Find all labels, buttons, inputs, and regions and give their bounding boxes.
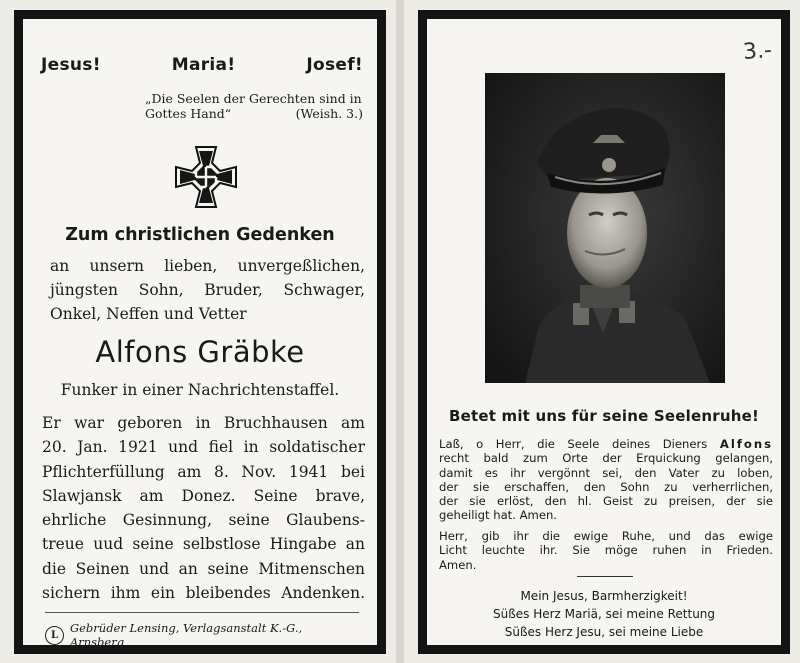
- prayer-name: Alfons: [719, 437, 773, 451]
- prayer-line-text: Laß, o Herr, die Seele deines Dieners: [439, 437, 720, 451]
- deceased-name: Alfons Gräbke: [95, 335, 305, 369]
- bio-line: Slawjansk am Donez. Seine brave,: [42, 486, 365, 505]
- bio-line: Pflichterfüllung am 8. Nov. 1941 bei: [42, 462, 365, 481]
- holy-names-header: [41, 55, 363, 75]
- blessing-line: Mein Jesus, Barmherzigkeit!: [520, 589, 688, 603]
- prayer-text: [439, 437, 773, 523]
- header-josef: Josef!: [306, 55, 363, 75]
- right-card-page: [404, 0, 800, 663]
- memorial-heading: Zum christlichen Gedenken: [65, 225, 335, 245]
- prayer2-line: Amen.: [439, 557, 477, 572]
- prayer-line: der sie erschaffen, den Sohn zu verherrlichen,: [439, 479, 773, 494]
- verse-line-2: [145, 106, 363, 121]
- verse-line-2-text: Gottes Hand“: [145, 106, 232, 121]
- bio-line: 20. Jan. 1921 und fiel in soldatischer: [42, 438, 365, 457]
- bio-line: Er war geboren in Bruchhausen am: [42, 414, 365, 432]
- deceased-rank: Funker in einer Nachrichtenstaffel.: [60, 381, 340, 399]
- soldier-portrait-photo: [485, 73, 725, 383]
- bio-line: die Seinen und an seine Mitmenschen: [42, 559, 365, 578]
- left-card-page: [0, 0, 396, 663]
- intro-line: jüngsten Sohn, Bruder, Schwager,: [50, 281, 365, 299]
- verse-line-1: „Die Seelen der Gerechten sind in: [145, 91, 362, 106]
- divider-line: [577, 576, 633, 577]
- prayer-line: geheiligt hat. Amen.: [439, 508, 557, 523]
- eternal-rest-prayer: [439, 529, 773, 572]
- publisher-imprint: [45, 612, 359, 649]
- prayer-line: der sie erlöst, den hl. Geist zu preisen, der sie: [439, 494, 773, 509]
- iron-cross-icon: [174, 145, 238, 209]
- biography-text: [42, 411, 365, 605]
- right-card-panel: [418, 10, 790, 654]
- prayer-line: [439, 437, 773, 451]
- publisher-text: Gebrüder Lensing, Verlagsanstalt K.-G., Arnsberg: [69, 621, 303, 649]
- verse-reference: (Weish. 3.): [295, 106, 363, 121]
- prayer-line: damit es ihr vergönnt sei, den Vater zu loben,: [439, 465, 773, 480]
- prayer2-line: Herr, gib ihr die ewige Ruhe, und das ewige: [439, 529, 773, 543]
- intro-line: an unsern lieben, unvergeßlichen,: [50, 257, 365, 275]
- bio-line: treue uud seine selbstlose Hingabe an: [42, 535, 365, 554]
- cross-year: 1939: [217, 194, 233, 201]
- scripture-verse: [145, 91, 363, 121]
- blessing-line: Süßes Herz Mariä, sei meine Rettung: [492, 607, 716, 621]
- prayer-line: recht bald zum Orte der Erquickung gelangen,: [439, 451, 773, 466]
- header-maria: Maria!: [171, 55, 236, 75]
- publisher-logo-icon: L: [45, 626, 64, 645]
- memorial-intro: [50, 254, 365, 326]
- bio-line: ehrliche Gesinnung, seine Glaubens-: [42, 511, 365, 530]
- blessings-list: [427, 587, 781, 641]
- left-card-panel: [14, 10, 386, 654]
- prayer2-line: Licht leuchte ihr. Sie möge ruhen in Frieden.: [439, 543, 773, 558]
- header-jesus: Jesus!: [41, 55, 101, 75]
- intro-line: Onkel, Neffen und Vetter: [50, 305, 247, 323]
- handwritten-page-number: 3.-: [742, 38, 773, 65]
- prayer-heading: Betet mit uns für seine Seelenruhe!: [448, 407, 760, 425]
- blessing-line: Süßes Herz Jesu, sei meine Liebe: [504, 625, 704, 639]
- bio-line: sichern ihm ein bleibendes Andenken.: [42, 584, 365, 603]
